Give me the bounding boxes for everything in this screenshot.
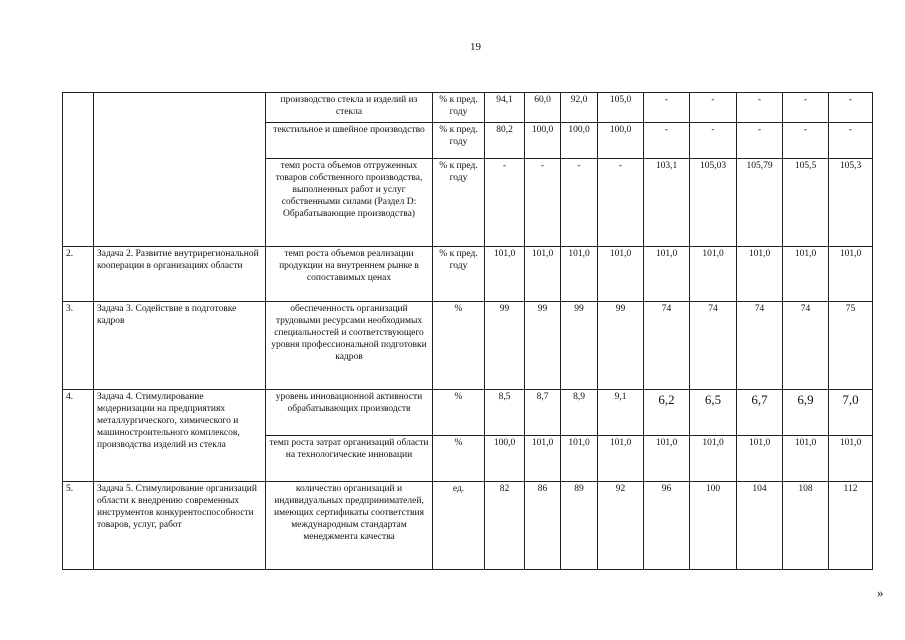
task-cell: Задача 2. Развитие внутрирегиональной кооперации в организациях области (94, 247, 266, 302)
task-cell: Задача 3. Содействие в подготовке кадров (94, 302, 266, 390)
value-cell: 8,7 (525, 390, 561, 436)
unit-cell: % к пред. году (433, 93, 485, 123)
value-cell: 101,0 (598, 436, 644, 482)
value-cell: 6,9 (783, 390, 829, 436)
value-cell: 8,5 (485, 390, 525, 436)
row-number (63, 93, 94, 247)
value-cell: 100 (690, 482, 737, 570)
unit-cell: % (433, 390, 485, 436)
value-cell: 8,9 (561, 390, 598, 436)
value-cell: 92,0 (561, 93, 598, 123)
indicator-cell: темп роста объемов отгруженных товаров собственного производства, выполненных работ и услуг собственными силами (Раздел D: Обрабатывающие производства) (266, 159, 433, 247)
value-cell: - (690, 93, 737, 123)
value-cell: - (783, 123, 829, 159)
value-cell: 103,1 (644, 159, 690, 247)
value-cell: - (485, 159, 525, 247)
indicator-cell: количество организаций и индивидуальных предпринимателей, имеющих сертификаты соответствия международным стандартам менеджмента качества (266, 482, 433, 570)
unit-cell: % (433, 302, 485, 390)
value-cell: 101,0 (737, 247, 783, 302)
value-cell: 6,2 (644, 390, 690, 436)
value-cell: 86 (525, 482, 561, 570)
value-cell: 6,5 (690, 390, 737, 436)
indicator-cell: текстильное и швейное производство (266, 123, 433, 159)
value-cell: - (737, 123, 783, 159)
value-cell: 101,0 (783, 436, 829, 482)
value-cell: - (561, 159, 598, 247)
value-cell: 112 (829, 482, 873, 570)
value-cell: 105,03 (690, 159, 737, 247)
value-cell: 101,0 (690, 436, 737, 482)
value-cell: 101,0 (561, 436, 598, 482)
value-cell: 104 (737, 482, 783, 570)
value-cell: 89 (561, 482, 598, 570)
task-cell (94, 93, 266, 247)
value-cell: 101,0 (525, 436, 561, 482)
value-cell: 7,0 (829, 390, 873, 436)
value-cell: 105,5 (783, 159, 829, 247)
table-row (63, 390, 873, 436)
value-cell: 82 (485, 482, 525, 570)
value-cell: 74 (644, 302, 690, 390)
value-cell: - (525, 159, 561, 247)
unit-cell: % (433, 436, 485, 482)
unit-cell: % к пред. году (433, 123, 485, 159)
page-number: 19 (470, 41, 481, 53)
unit-cell: ед. (433, 482, 485, 570)
value-cell: 105,79 (737, 159, 783, 247)
value-cell: 101,0 (644, 436, 690, 482)
value-cell: 100,0 (525, 123, 561, 159)
value-cell: 99 (561, 302, 598, 390)
value-cell: 101,0 (737, 436, 783, 482)
value-cell: 75 (829, 302, 873, 390)
value-cell: 100,0 (485, 436, 525, 482)
row-number: 4. (63, 390, 94, 482)
value-cell: 74 (783, 302, 829, 390)
table-row (63, 93, 873, 123)
indicator-cell: уровень инновационной активности обрабатывающих производств (266, 390, 433, 436)
value-cell: - (644, 123, 690, 159)
task-cell: Задача 5. Стимулирование организаций области к внедрению современных инструментов конкурентоспособности товаров, услуг, работ (94, 482, 266, 570)
value-cell: 101,0 (485, 247, 525, 302)
value-cell: 74 (690, 302, 737, 390)
value-cell: - (644, 93, 690, 123)
continuation-mark: » (877, 585, 884, 600)
value-cell: 101,0 (525, 247, 561, 302)
indicator-cell: темп роста затрат организаций области на технологические инновации (266, 436, 433, 482)
value-cell: 101,0 (690, 247, 737, 302)
value-cell: 96 (644, 482, 690, 570)
table-row (63, 482, 873, 570)
task-cell: Задача 4. Стимулирование модернизации на предприятиях металлургического, химического и машиностроительного комплексов, производства изделий из стекла (94, 390, 266, 482)
value-cell: 101,0 (561, 247, 598, 302)
value-cell: 108 (783, 482, 829, 570)
value-cell: 80,2 (485, 123, 525, 159)
value-cell: 105,0 (598, 93, 644, 123)
indicator-cell: обеспеченность организаций трудовыми ресурсами необходимых специальностей и соответствующего уровня профессиональной подготовки кадров (266, 302, 433, 390)
value-cell: - (737, 93, 783, 123)
row-number: 5. (63, 482, 94, 570)
value-cell: - (598, 159, 644, 247)
value-cell: 6,7 (737, 390, 783, 436)
value-cell: - (690, 123, 737, 159)
row-number: 3. (63, 302, 94, 390)
value-cell: 101,0 (829, 247, 873, 302)
value-cell: - (829, 123, 873, 159)
value-cell: 101,0 (644, 247, 690, 302)
row-number: 2. (63, 247, 94, 302)
value-cell: 74 (737, 302, 783, 390)
value-cell: 101,0 (598, 247, 644, 302)
unit-cell: % к пред. году (433, 159, 485, 247)
value-cell: 60,0 (525, 93, 561, 123)
value-cell: 99 (485, 302, 525, 390)
value-cell: 100,0 (561, 123, 598, 159)
value-cell: 101,0 (783, 247, 829, 302)
unit-cell: % к пред. году (433, 247, 485, 302)
indicator-cell: производство стекла и изделий из стекла (266, 93, 433, 123)
value-cell: - (829, 93, 873, 123)
value-cell: 99 (598, 302, 644, 390)
value-cell: 92 (598, 482, 644, 570)
value-cell: 99 (525, 302, 561, 390)
value-cell: 100,0 (598, 123, 644, 159)
value-cell: - (783, 93, 829, 123)
indicators-table (62, 92, 873, 570)
table-row (63, 247, 873, 302)
indicator-cell: темп роста объемов реализации продукции на внутреннем рынке в сопоставимых ценах (266, 247, 433, 302)
value-cell: 105,3 (829, 159, 873, 247)
value-cell: 9,1 (598, 390, 644, 436)
value-cell: 94,1 (485, 93, 525, 123)
value-cell: 101,0 (829, 436, 873, 482)
table-row (63, 302, 873, 390)
